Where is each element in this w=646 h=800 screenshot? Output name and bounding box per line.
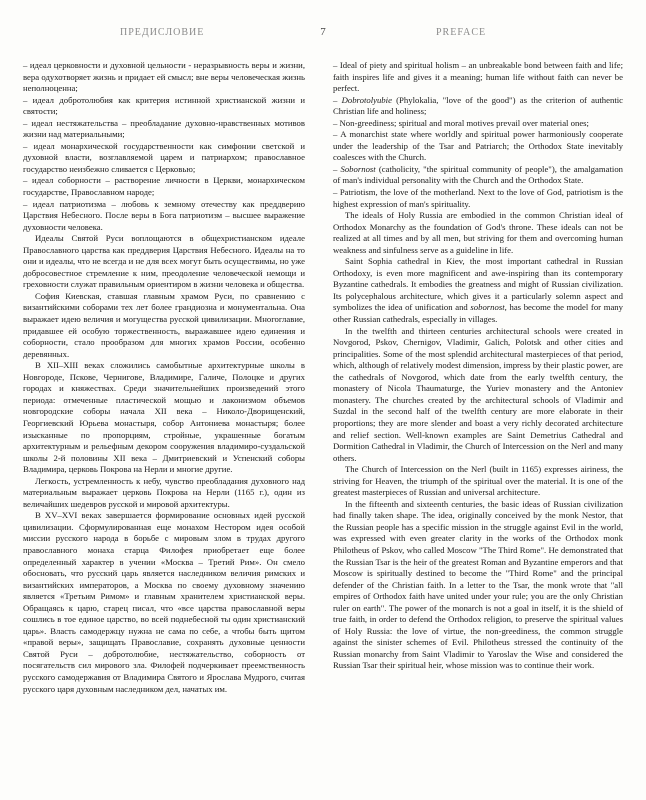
en-term: Dobrotolyubie	[341, 94, 392, 105]
en-paragraph: – Patriotism, the love of the motherland. Next to the love of God, patriotism is the highest expression of man's spirituality.	[333, 187, 623, 209]
en-term: sobornost	[470, 302, 505, 313]
en-paragraph: – Non-greediness; spiritual and moral motives prevail over material ones;	[333, 117, 589, 128]
ru-paragraph: – идеал нестяжательства – преобладание духовно-нравственных мотивов жизни над материальными;	[23, 117, 305, 140]
en-paragraph: In the fifteenth and sixteenth centuries, the basic ideas of Russian civilization had finally taken shape. The idea, originally conceived by the monk Nestor, that the Russian people has a specific mission in the struggle against Evil in the world, was expressed with even greater clarity in the works of the Orthodox monk Philotheus of Pskov, who called Moscow "The Third Rome". He demonstrated that the Russian Tsar is the heir of the greatest Roman and Byzantine emperors and that Moscow is spiritually destined to become the "Third Rome" and the principal defender of the Christian faith. In a letter to the Tsar, the monk wrote that "all empires of Orthodox faith have united under your rule; you are the only Christian ruler on earth". The power of the monarch is not a goal in itself, it is the shield of true faith, in order to defend the Orthodox religion, to preserve the spiritual values of Holy Russia: the love of virtue, the non-greediness, the common struggle against the sinister schemes of Evil. Philotheus stressed the continuity of the Russian monarchy from Saint Vladimir to Yaroslav the Wise and considered the Russian Tsar their spiritual heir, whose mission was to continue their work.	[333, 498, 623, 671]
ru-paragraph: Легкость, устремленность к небу, чувство преобладания духовного над материальным выражает церковь Покрова на Нерли (1165 г.), один из величайших шедевров русской и мировой архитектуры.	[23, 475, 305, 509]
russian-text-column	[23, 60, 305, 695]
en-paragraph: – Dobrotolyubie (Phylokalia, "love of the good") as the criterion of authentic Christian life and holiness;	[333, 94, 623, 117]
english-text-column	[333, 60, 623, 672]
ru-paragraph: – идеал добротолюбия как критерия истинной христианской жизни и святости;	[23, 94, 305, 117]
en-text: (catholicity, "the spiritual community of people"), the amalgamation of man's individual personality with the Church and the Orthodox State.	[333, 163, 624, 186]
ru-paragraph: – идеал церковности и духовной цельности - неразрывность веры и жизни, вера одухотворяет жизнь и придает ей смысл; вне веры человеческая жизнь неполноценна;	[23, 60, 305, 94]
en-text: Saint Sophia cathedral in Kiev, the most important cathedral in Russian Orthodoxy, is even more magnificent and awe-inspiring than its contemporary Byzantine cathedrals. It embodies the greatness and might of Russian civilization. Its polycephalous architecture, which gives it a particularly solemn aspect and symbolizes the idea of unification and	[333, 256, 623, 313]
ru-paragraph: – идеал монархической государственности как симфонии светской и духовной власти, возглавляемой царем и патриархом; православное государство неизбежно сливается с Церковью;	[23, 140, 305, 174]
en-paragraph: – Ideal of piety and spiritual holism – an unbreakable bond between faith and life; faith inspires life and gives it a meaning; human life without faith can never be perfect.	[333, 60, 623, 94]
en-paragraph: – Sobornost (catholicity, "the spiritual community of people"), the amalgamation of man's individual personality with the Church and the Orthodox State.	[333, 163, 624, 186]
en-paragraph: The Church of Intercession on the Nerl (built in 1165) expresses airiness, the striving for Heaven, the triumph of the spiritual over the material. It is one of the greatest masterpieces of Russian and universal architecture.	[333, 464, 623, 498]
en-term: Sobornost	[340, 163, 376, 174]
en-text: (Phylokalia, "love of the good") as the criterion of authentic Christian life and holiness;	[333, 94, 623, 117]
ru-paragraph: София Киевская, ставшая главным храмом Руси, по сравнению с византийскими соборами тех лет более грандиозна и монументальна. Она выражает идею величия и могущества русской цивилизации. Многоглавие, придавшее ей особую торжественность, выражавшее идею единения и соборности, стало прообразом для многих храмов России, особенно деревянных.	[23, 290, 305, 359]
en-paragraph: In the twelfth and thirteen centuries architectural schools were created in Novgorod, Pskov, Chernigov, Vladimir, Galich, Polotsk and other cities and principalities. Some of the most splendid architectural masterpieces of that period, which, although of relatively modest dimension, impress by their plastic power, are the cathedrals of Novgorod, which date from the early twelfth century, the monastery of Nicola Thaumaturge, the Yuriev monastery and the Antoniev monastery. The churches created by the architectural schools of Vladimir and Suzdal in the second half of the twelfth century are more elaborate in their proportions; they are more slender and boast a very richly decorated architecture and relief section. Well-known examples are Saint Demetrius Cathedral and Dormition Cathedral in Vladimir, the Church of Intercession on the Nerl and many others.	[333, 325, 623, 463]
ru-paragraph: – идеал соборности – растворение личности в Церкви, монархическом государстве, Православном народе;	[23, 175, 305, 198]
page-number: 7	[320, 26, 326, 38]
ru-paragraph: Идеалы Святой Руси воплощаются в общехристианском идеале Православного царства как преддверия Царствия Небесного. Идеалы на то они и идеалы, что не всегда и не для всех могут быть осуществимы, но уже добросовестное стремление к ним, преодоление человеческой немощи и греховности служат правильным ориентиром в жизни человека и общества.	[23, 233, 305, 290]
en-paragraph	[333, 256, 623, 325]
ru-paragraph: В XV–XVI веках завершается формирование основных идей русской цивилизации. Сформулированная еще монахом Нестором идея особой миссии русского народа в борьбе с мировым злом в трудах другого православного монаха старца Филофея приобретает еще более определенный характер в учении «Москва – Третий Рим». Он смело обосновать, что русский царь является наследником величия римских и византийских императоров, а Москва по своему духовному значению является «Третьим Римом» и главным хранителем христианской веры. Обращаясь к царю, старец писал, что «все царства православной веры сошлись в тое единое царство, во всей поднебесной ты один христианский царь». Власть самодержцу нужна не сама по себе, а чтобы быть щитом «правой веры», защищать Православие, сохранять духовные ценности Святой Руси – добротолюбие, нестяжательство, соборность от посягательств сил мирового зла. Филофей подчеркивает преемственность русского самодержавия от Владимира Святого и Ярослава Мудрого, считая русского царя духовным наследником дел, начатых им.	[23, 510, 305, 694]
ru-paragraph: – идеал патриотизма – любовь к земному отечеству как преддверию Царствия Небесного. После веры в Бога патриотизм – высшее выражение духовности человека.	[23, 198, 305, 232]
en-paragraph: The ideals of Holy Russia are embodied in the common Christian ideal of Orthodox Monarchy as the foundation of God's throne. These ideals can not be realized at all times and by all men, but striving for them and overcoming human weakness and sinfulness serve as a guideline in life.	[333, 210, 623, 255]
en-text: , has become the model for many other Russian cathedrals, especially in villages.	[333, 302, 623, 325]
running-head-left: ПРЕДИСЛОВИЕ	[120, 27, 205, 38]
en-paragraph: – A monarchist state where worldly and spiritual power harmoniously cooperate under the leadership of the Tsar and Patriarch; the Orthodox State inevitably coalesces with the Church.	[333, 129, 623, 163]
running-head-right: PREFACE	[436, 27, 487, 38]
ru-paragraph: В XII–XIII веках сложились самобытные архитектурные школы в Новгороде, Пскове, Чернигове, Владимире, Галиче, Полоцке и других городах и княжествах. Среди значительнейших произведений этого периода: отмеченные пластической мощью и лаконизмом объемов новгородские соборы начала XII века – Николо-Дворищенский, Георгиевский Юрьева монастыря, собор Антониева монастыря; более изысканные по пропорциям, стройные, украшенные богатым архитектурным и рельефным декором сооружения владимиро-суздальской школы 2-й половины XII века – Дмитриевский и Успенский соборы Владимира, церковь Покрова на Нерли и многие другие.	[23, 360, 305, 475]
